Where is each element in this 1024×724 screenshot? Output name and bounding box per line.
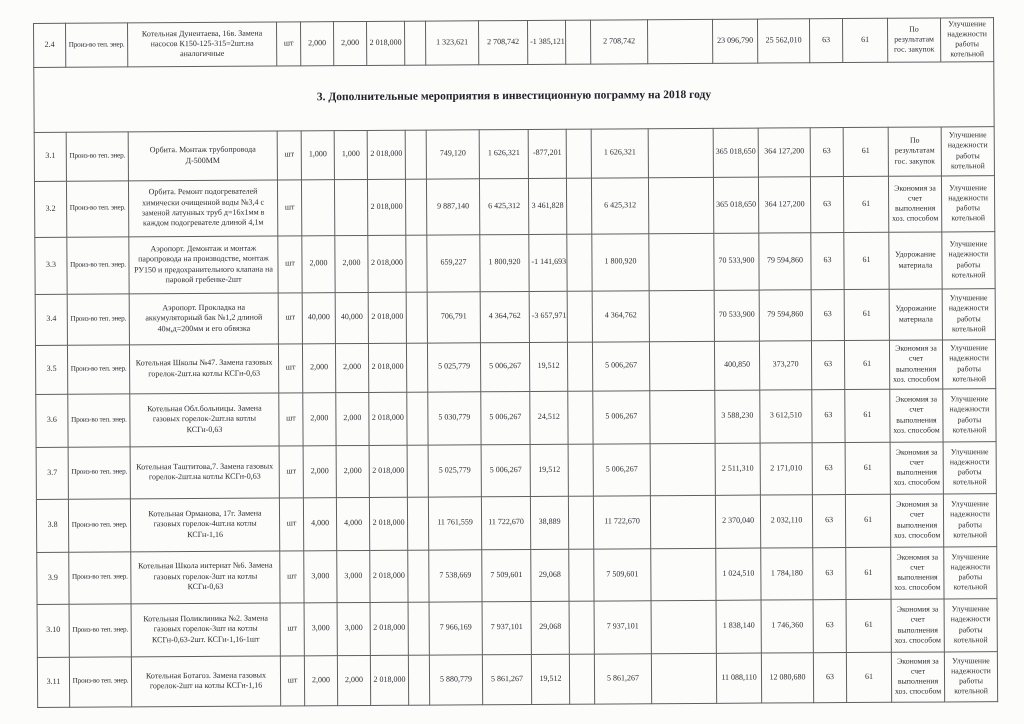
cell-pct-plan: 63 bbox=[810, 127, 843, 176]
cell-row-number: 3.3 bbox=[35, 237, 67, 294]
cell-total-fact: 2 171,010 bbox=[760, 442, 812, 494]
cell-cost-plan: 7 966,169 bbox=[429, 601, 482, 654]
cell-branch: Произ-во теп. энер. bbox=[69, 551, 131, 603]
cell-measure-name: Котельная Поликлиника №2. Замена газовых горелок-3шт на котлы КСГн-0,63-2шт. КСГн-1,16-1шт bbox=[131, 603, 280, 657]
cell-cost-fact: 6 425,312 bbox=[479, 178, 528, 234]
cell-total-plan: 2 370,040 bbox=[715, 495, 760, 548]
cell-branch: Произ-во теп. энер. bbox=[66, 131, 128, 180]
cell-pct-fact: 61 bbox=[845, 442, 890, 494]
cell-cost-plan: 5 025,779 bbox=[427, 342, 480, 391]
cell-cost-fact: 5 006,267 bbox=[480, 342, 529, 391]
cell-qty-plan: 2,000 bbox=[303, 392, 336, 445]
cell-unit: шт bbox=[279, 392, 303, 445]
cell-cost-approved: 6 425,312 bbox=[591, 177, 648, 233]
cell-unit: шт bbox=[277, 179, 301, 235]
cell-measure-name: Котельная Школы №47. Замена газовых горелок-2шт.на котлы КСГн-0,63 bbox=[129, 344, 278, 394]
cell-row-number: 3.2 bbox=[34, 181, 66, 237]
cell-total-plan: 3 588,230 bbox=[715, 390, 760, 443]
cell-cost-plan: 7 538,669 bbox=[429, 549, 482, 601]
cell-cost-fact: 5 861,267 bbox=[482, 654, 531, 704]
cell-blank-2 bbox=[569, 601, 594, 654]
cell-measure-name: Орбита. Монтаж трубопровода Д-500ММ bbox=[128, 131, 277, 181]
cell-row-number: 3.11 bbox=[37, 657, 69, 707]
cell-cost-fact: 7 509,601 bbox=[482, 549, 531, 601]
cell-unit: шт bbox=[276, 22, 300, 66]
cell-measure-name: Котельная Дунентаева, 16в. Замена насосов К150-125-315=2шт.на аналогичные bbox=[128, 22, 277, 66]
cell-pct-fact: 61 bbox=[844, 289, 889, 340]
cell-pct-plan: 63 bbox=[811, 289, 844, 340]
cell-pct-fact: 61 bbox=[846, 652, 891, 702]
cell-expected-effect: Улучшение надежности работы котельной bbox=[944, 598, 997, 651]
cell-year: 2 018,000 bbox=[367, 130, 405, 179]
cell-qty-fact: 40,000 bbox=[335, 292, 368, 343]
cell-deviation-reason: Удорожание материала bbox=[889, 231, 942, 288]
cell-unit: шт bbox=[280, 655, 304, 705]
cell-qty-plan: 2,000 bbox=[303, 445, 336, 497]
cell-cost-plan: 1 323,621 bbox=[425, 21, 478, 65]
cell-blank-2 bbox=[568, 496, 593, 549]
cell-blank-3 bbox=[651, 653, 716, 703]
cell-deviation-reason: По результатам гос. закупок bbox=[888, 126, 941, 175]
cell-total-fact: 364 127,200 bbox=[758, 127, 810, 176]
cell-cost-approved: 7 509,601 bbox=[594, 548, 651, 600]
cell-branch: Произ-во теп. энер. bbox=[69, 603, 131, 656]
cell-row-number: 3.5 bbox=[35, 345, 67, 394]
cell-measure-name: Котельная Орманова, 17г. Замена газовых горелок-4шт.на котлы КСГн-1,16 bbox=[130, 498, 279, 552]
cell-deviation-reason: Экономия за счет выполнения хоз. способом bbox=[891, 546, 944, 598]
cell-qty-fact: 1,000 bbox=[334, 130, 367, 179]
cell-expected-effect: Улучшение надежности работы котельной bbox=[942, 339, 995, 388]
cell-total-fact: 79 594,860 bbox=[759, 232, 811, 289]
cell-cost-approved: 11 722,670 bbox=[593, 495, 650, 548]
cell-year: 2 018,000 bbox=[368, 292, 406, 343]
cell-year: 2 018,000 bbox=[368, 343, 406, 392]
cell-expected-effect: Улучшение надежности работы котельной bbox=[943, 441, 996, 493]
cell-deviation: 19,512 bbox=[531, 654, 569, 704]
table-row bbox=[35, 288, 995, 345]
table-row bbox=[37, 546, 997, 604]
cell-pct-plan: 63 bbox=[809, 19, 842, 63]
cell-pct-plan: 63 bbox=[813, 652, 846, 702]
cell-blank-2 bbox=[567, 342, 592, 391]
cell-deviation: -1 141,693 bbox=[529, 234, 567, 291]
cell-expected-effect: Улучшение надежности работы котельной bbox=[941, 175, 994, 231]
cell-unit: шт bbox=[279, 497, 303, 550]
cell-pct-fact: 61 bbox=[843, 127, 888, 176]
cell-cost-fact: 7 937,101 bbox=[482, 601, 531, 654]
cell-measure-name: Котельная Ботагоз. Замена газовых горелок-2шт на котлы КСГн-1,16 bbox=[131, 656, 280, 707]
cell-measure-name: Орбита. Ремонт подогревателей химически очищенной воды №3,4 с заменой латунных труб д=16х1мм в каждом подогревателе длиной 4,1м bbox=[128, 180, 277, 237]
cell-cost-approved: 5 006,267 bbox=[592, 341, 649, 390]
cell-blank-2 bbox=[568, 391, 593, 444]
cell-blank-1 bbox=[406, 343, 427, 392]
cell-blank-1 bbox=[408, 602, 429, 655]
cell-qty-fact: 2,000 bbox=[333, 21, 366, 65]
cell-branch: Произ-во теп. энер. bbox=[66, 23, 128, 67]
cell-cost-approved: 5 006,267 bbox=[593, 443, 650, 495]
measures-table bbox=[33, 17, 998, 707]
cell-qty-fact: 3,000 bbox=[337, 550, 370, 602]
cell-blank-3 bbox=[650, 390, 715, 443]
cell-branch: Произ-во теп. энер. bbox=[66, 180, 128, 236]
cell-cost-approved: 2 708,742 bbox=[590, 20, 647, 64]
cell-qty-fact: 2,000 bbox=[336, 392, 369, 445]
table-row bbox=[36, 441, 996, 499]
cell-cost-plan: 11 761,559 bbox=[428, 496, 481, 549]
table-row bbox=[37, 598, 997, 657]
cell-total-fact: 1 784,180 bbox=[761, 547, 813, 599]
cell-blank-1 bbox=[406, 292, 427, 343]
cell-pct-plan: 63 bbox=[812, 389, 845, 442]
cell-cost-approved: 5 006,267 bbox=[593, 390, 650, 443]
cell-measure-name: Котельная Таштитова,7. Замена газовых горелок-2шт.на котлы КСГн-0,63 bbox=[130, 446, 279, 499]
cell-blank-2 bbox=[569, 549, 594, 601]
cell-cost-fact: 5 006,267 bbox=[481, 391, 530, 444]
cell-blank-1 bbox=[408, 655, 429, 705]
cell-deviation: 19,512 bbox=[529, 342, 567, 391]
cell-total-fact: 2 032,110 bbox=[760, 494, 812, 547]
cell-deviation: 29,068 bbox=[531, 549, 569, 601]
cell-qty-plan bbox=[301, 179, 334, 235]
cell-deviation: 3 461,828 bbox=[528, 178, 566, 234]
cell-blank-2 bbox=[566, 178, 591, 234]
cell-branch: Произ-во теп. энер. bbox=[67, 344, 129, 393]
cell-blank-3 bbox=[651, 548, 716, 600]
cell-qty-fact: 2,000 bbox=[336, 445, 369, 497]
cell-total-plan: 1 024,510 bbox=[716, 548, 761, 600]
cell-blank-3 bbox=[650, 495, 715, 548]
cell-expected-effect: Улучшение надежности работы котельной bbox=[942, 231, 995, 288]
cell-deviation: -877,201 bbox=[528, 129, 566, 178]
section-title: 3. Дополнительные мероприятия в инвестиционную пограмму на 2018 году bbox=[34, 61, 994, 132]
cell-branch: Произ-во теп. энер. bbox=[67, 293, 129, 344]
cell-expected-effect: Улучшение надежности работы котельной bbox=[943, 493, 996, 546]
cell-year: 2 018,000 bbox=[370, 655, 408, 705]
cell-pct-plan: 63 bbox=[811, 340, 844, 389]
cell-cost-approved: 7 937,101 bbox=[594, 600, 651, 653]
cell-total-plan: 365 018,650 bbox=[713, 128, 758, 177]
cell-total-plan: 400,850 bbox=[714, 341, 759, 390]
cell-deviation-reason: Экономия за счет выполнения хоз. способом bbox=[890, 388, 943, 441]
cell-pct-plan: 63 bbox=[813, 599, 846, 652]
cell-deviation: -1 385,121 bbox=[527, 20, 565, 64]
cell-deviation-reason: Экономия за счет выполнения хоз. способом bbox=[891, 598, 944, 651]
cell-unit: шт bbox=[278, 292, 302, 343]
cell-expected-effect: Улучшение надежности работы котельной bbox=[944, 546, 997, 598]
cell-blank-2 bbox=[566, 129, 591, 178]
cell-blank-3 bbox=[648, 177, 713, 233]
cell-total-fact: 1 746,360 bbox=[761, 599, 813, 652]
cell-qty-fact: 2,000 bbox=[337, 655, 370, 705]
cell-blank-1 bbox=[408, 550, 429, 602]
cell-pct-fact: 61 bbox=[844, 232, 889, 289]
cell-row-number: 3.8 bbox=[36, 499, 68, 552]
cell-cost-plan: 9 887,140 bbox=[426, 178, 479, 234]
cell-total-plan: 23 096,790 bbox=[712, 19, 757, 63]
cell-qty-fact: 2,000 bbox=[335, 343, 368, 392]
cell-pct-plan: 63 bbox=[810, 176, 843, 232]
cell-blank-2 bbox=[567, 234, 592, 291]
cell-deviation: -3 657,971 bbox=[529, 291, 567, 342]
cell-row-number: 3.7 bbox=[36, 447, 68, 499]
cell-unit: шт bbox=[279, 445, 303, 497]
cell-total-fact: 373,270 bbox=[759, 340, 811, 389]
cell-pct-fact: 61 bbox=[845, 389, 890, 442]
cell-branch: Произ-во теп. энер. bbox=[67, 236, 129, 293]
table-row bbox=[37, 651, 997, 707]
cell-blank-1 bbox=[407, 445, 428, 497]
cell-total-plan: 2 511,310 bbox=[715, 443, 760, 495]
cell-qty-plan: 3,000 bbox=[304, 602, 337, 655]
cell-blank-1 bbox=[404, 21, 425, 65]
cell-pct-fact: 61 bbox=[844, 340, 889, 389]
cell-total-plan: 70 533,900 bbox=[714, 233, 759, 290]
cell-total-plan: 70 533,900 bbox=[714, 290, 759, 341]
cell-total-fact: 364 127,200 bbox=[758, 176, 810, 232]
table-body bbox=[34, 18, 998, 707]
cell-branch: Произ-во теп. энер. bbox=[68, 393, 130, 446]
cell-blank-2 bbox=[567, 291, 592, 342]
cell-pct-fact: 61 bbox=[846, 547, 891, 599]
cell-row-number: 3.6 bbox=[36, 394, 68, 447]
cell-expected-effect: Улучшение надежности работы котельной bbox=[940, 18, 993, 62]
table-row bbox=[34, 18, 994, 67]
cell-qty-fact bbox=[334, 179, 367, 235]
cell-blank-3 bbox=[648, 128, 713, 177]
cell-pct-fact: 61 bbox=[842, 18, 887, 62]
cell-blank-1 bbox=[407, 497, 428, 550]
cell-year: 2 018,000 bbox=[370, 550, 408, 602]
cell-row-number: 3.1 bbox=[34, 132, 66, 181]
cell-pct-plan: 63 bbox=[811, 232, 844, 289]
cell-deviation-reason: Экономия за счет выполнения хоз. способом bbox=[888, 175, 941, 231]
cell-deviation-reason: Удорожание материала bbox=[889, 288, 942, 339]
cell-unit: шт bbox=[277, 130, 301, 179]
cell-total-plan: 1 838,140 bbox=[716, 600, 761, 653]
cell-qty-plan: 2,000 bbox=[302, 235, 335, 292]
cell-blank-2 bbox=[565, 20, 590, 64]
cell-cost-plan: 749,120 bbox=[426, 129, 479, 178]
cell-year: 2 018,000 bbox=[367, 179, 405, 235]
cell-qty-plan: 2,000 bbox=[300, 22, 333, 66]
cell-qty-plan: 2,000 bbox=[304, 655, 337, 705]
cell-blank-3 bbox=[651, 600, 716, 653]
cell-qty-fact: 2,000 bbox=[335, 235, 368, 292]
cell-pct-plan: 63 bbox=[812, 442, 845, 494]
cell-year: 2 018,000 bbox=[370, 602, 408, 655]
cell-unit: шт bbox=[278, 235, 302, 292]
cell-cost-plan: 706,791 bbox=[427, 291, 480, 342]
cell-qty-plan: 3,000 bbox=[304, 550, 337, 602]
cell-deviation-reason: Экономия за счет выполнения хоз. способом bbox=[890, 493, 943, 546]
cell-pct-fact: 61 bbox=[845, 494, 890, 547]
cell-cost-approved: 1 800,920 bbox=[592, 233, 649, 290]
cell-year: 2 018,000 bbox=[369, 445, 407, 497]
cell-blank-1 bbox=[406, 235, 427, 292]
cell-measure-name: Котельная Обл.больницы. Замена газовых горелок-2шт.на котлы КСГн-0,63 bbox=[130, 393, 279, 447]
cell-total-plan: 365 018,650 bbox=[713, 177, 758, 233]
measures-table-wrap bbox=[33, 17, 998, 707]
table-row bbox=[35, 231, 995, 294]
cell-deviation: 24,512 bbox=[530, 391, 568, 444]
cell-measure-name: Аэропорт. Демонтаж и монтаж паропровода на производстве, монтаж РУ150 и предохранительного клапана на паровой гребенке-2шт bbox=[129, 236, 278, 294]
cell-deviation-reason: Экономия за счет выполнения хоз. способом bbox=[889, 339, 942, 388]
cell-cost-fact: 1 626,321 bbox=[479, 129, 528, 178]
cell-total-plan: 11 088,110 bbox=[716, 653, 761, 703]
cell-blank-1 bbox=[407, 392, 428, 445]
cell-total-fact: 79 594,860 bbox=[759, 289, 811, 340]
cell-row-number: 3.9 bbox=[37, 552, 69, 604]
cell-cost-approved: 5 861,267 bbox=[594, 653, 651, 703]
cell-pct-fact: 61 bbox=[846, 599, 891, 652]
cell-deviation-reason: Экономия за счет выполнения хоз. способом bbox=[891, 651, 944, 701]
cell-cost-plan: 659,227 bbox=[427, 234, 480, 291]
cell-year: 2 018,000 bbox=[369, 497, 407, 550]
cell-measure-name: Котельная Школа интернат №6. Замена газовых горелок-3шт на котлы КСГн-0,63 bbox=[131, 551, 280, 604]
cell-blank-3 bbox=[649, 290, 714, 341]
cell-blank-3 bbox=[649, 233, 714, 290]
cell-deviation: 19,512 bbox=[530, 444, 568, 496]
cell-deviation-reason: По результатам гос. закупок bbox=[887, 18, 940, 62]
cell-cost-plan: 5 030,779 bbox=[428, 391, 481, 444]
cell-branch: Произ-во теп. энер. bbox=[69, 656, 131, 706]
table-row bbox=[34, 175, 994, 237]
section-header-row bbox=[34, 61, 994, 132]
cell-blank-3 bbox=[647, 19, 712, 63]
cell-blank-1 bbox=[405, 130, 426, 179]
cell-deviation-reason: Экономия за счет выполнения хоз. способом bbox=[890, 441, 943, 493]
cell-deviation: 29,068 bbox=[531, 601, 569, 654]
cell-unit: шт bbox=[280, 550, 304, 602]
cell-year: 2 018,000 bbox=[366, 21, 404, 65]
table-row bbox=[34, 126, 994, 181]
cell-pct-plan: 63 bbox=[813, 547, 846, 599]
cell-qty-plan: 4,000 bbox=[303, 497, 336, 550]
table-row bbox=[35, 339, 995, 394]
cell-pct-plan: 63 bbox=[812, 494, 845, 547]
cell-expected-effect: Улучшение надежности работы котельной bbox=[941, 126, 994, 175]
cell-year: 2 018,000 bbox=[368, 235, 406, 292]
cell-total-fact: 12 080,680 bbox=[761, 652, 813, 702]
cell-cost-fact: 11 722,670 bbox=[481, 496, 530, 549]
cell-measure-name: Аэропорт. Прокладка на аккумуляторный бак №1,2 длиной 40м,д=200мм и его обвязка bbox=[129, 293, 278, 345]
cell-blank-2 bbox=[568, 444, 593, 496]
cell-total-fact: 3 612,510 bbox=[760, 389, 812, 442]
cell-pct-fact: 61 bbox=[843, 176, 888, 232]
cell-cost-fact: 4 364,762 bbox=[480, 291, 529, 342]
cell-cost-fact: 1 800,920 bbox=[480, 234, 529, 291]
cell-cost-fact: 5 006,267 bbox=[481, 444, 530, 496]
cell-qty-fact: 3,000 bbox=[337, 602, 370, 655]
table-row bbox=[36, 388, 996, 447]
cell-year: 2 018,000 bbox=[369, 392, 407, 445]
cell-row-number: 2.4 bbox=[34, 23, 66, 67]
cell-unit: шт bbox=[278, 343, 302, 392]
cell-cost-plan: 5 880,779 bbox=[429, 654, 482, 704]
cell-total-fact: 25 562,010 bbox=[757, 19, 809, 63]
cell-cost-approved: 4 364,762 bbox=[592, 290, 649, 341]
cell-row-number: 3.10 bbox=[37, 604, 69, 657]
cell-blank-1 bbox=[405, 179, 426, 235]
cell-expected-effect: Улучшение надежности работы котельной bbox=[943, 388, 996, 441]
cell-blank-3 bbox=[650, 443, 715, 495]
cell-cost-plan: 5 025,779 bbox=[428, 444, 481, 496]
cell-blank-2 bbox=[569, 654, 594, 704]
table-row bbox=[36, 493, 996, 552]
cell-expected-effect: Улучшение надежности работы котельной bbox=[944, 651, 997, 701]
cell-blank-3 bbox=[649, 341, 714, 390]
cell-row-number: 3.4 bbox=[35, 294, 67, 345]
cell-deviation: 38,889 bbox=[530, 496, 568, 549]
cell-qty-plan: 2,000 bbox=[302, 343, 335, 392]
cell-unit: шт bbox=[280, 602, 304, 655]
cell-branch: Произ-во теп. энер. bbox=[68, 446, 130, 498]
cell-qty-plan: 40,000 bbox=[302, 292, 335, 343]
cell-branch: Произ-во теп. энер. bbox=[68, 498, 130, 551]
cell-cost-fact: 2 708,742 bbox=[478, 20, 527, 64]
cell-cost-approved: 1 626,321 bbox=[591, 128, 648, 177]
cell-expected-effect: Улучшение надежности работы котельной bbox=[942, 288, 995, 339]
cell-qty-plan: 1,000 bbox=[301, 130, 334, 179]
cell-qty-fact: 4,000 bbox=[336, 497, 369, 550]
